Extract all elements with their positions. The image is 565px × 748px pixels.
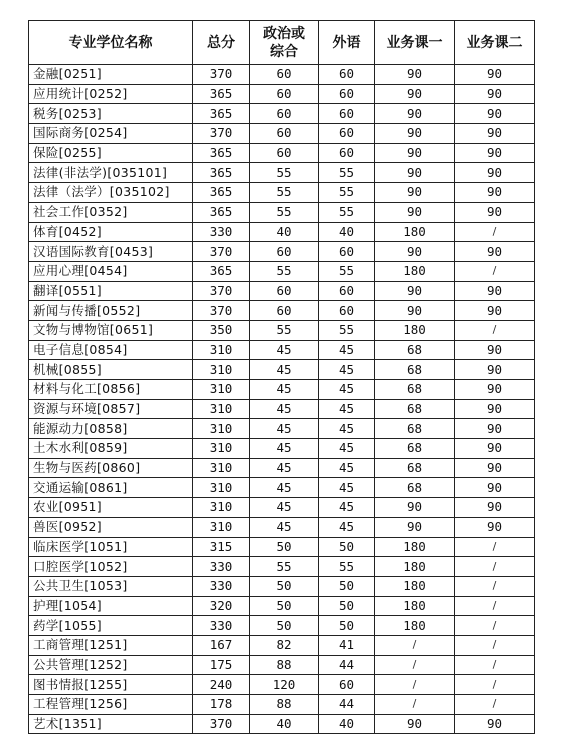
table-row [29, 163, 535, 183]
cell-course-two: 90 [455, 419, 535, 439]
cell-course-two: 90 [455, 380, 535, 400]
table-row [29, 714, 535, 734]
cell-foreign-language: 60 [319, 84, 375, 104]
cell-politics: 45 [250, 517, 319, 537]
cell-course-one: 68 [375, 419, 455, 439]
cell-foreign-language: 44 [319, 655, 375, 675]
cell-course-one: 68 [375, 380, 455, 400]
cell-total-score: 167 [193, 635, 250, 655]
cell-foreign-language: 60 [319, 124, 375, 144]
cell-course-two: 90 [455, 242, 535, 262]
score-table [28, 20, 535, 734]
cell-foreign-language: 45 [319, 399, 375, 419]
cell-politics: 50 [250, 576, 319, 596]
table-row [29, 399, 535, 419]
cell-major-name: 法律（法学）[035102] [29, 183, 193, 203]
cell-politics: 45 [250, 340, 319, 360]
cell-course-two: 90 [455, 517, 535, 537]
cell-major-name: 生物与医药[0860] [29, 458, 193, 478]
cell-major-name: 口腔医学[1052] [29, 557, 193, 577]
cell-total-score: 310 [193, 399, 250, 419]
cell-major-name: 护理[1054] [29, 596, 193, 616]
cell-total-score: 365 [193, 261, 250, 281]
cell-course-two: / [455, 596, 535, 616]
cell-foreign-language: 45 [319, 458, 375, 478]
cell-total-score: 370 [193, 714, 250, 734]
cell-course-two: / [455, 261, 535, 281]
cell-course-two: 90 [455, 202, 535, 222]
table-row [29, 340, 535, 360]
cell-foreign-language: 45 [319, 360, 375, 380]
table-row [29, 557, 535, 577]
cell-politics: 88 [250, 695, 319, 715]
cell-course-two: 90 [455, 439, 535, 459]
cell-foreign-language: 55 [319, 183, 375, 203]
cell-course-one: / [375, 675, 455, 695]
table-row [29, 537, 535, 557]
cell-total-score: 350 [193, 320, 250, 340]
cell-politics: 82 [250, 635, 319, 655]
table-row [29, 596, 535, 616]
cell-total-score: 310 [193, 458, 250, 478]
table-row [29, 261, 535, 281]
cell-foreign-language: 45 [319, 478, 375, 498]
cell-major-name: 公共管理[1252] [29, 655, 193, 675]
cell-politics: 60 [250, 124, 319, 144]
cell-course-two: 90 [455, 124, 535, 144]
cell-major-name: 图书情报[1255] [29, 675, 193, 695]
cell-course-one: 90 [375, 281, 455, 301]
cell-course-one: 90 [375, 714, 455, 734]
header-major-name: 专业学位名称 [29, 21, 193, 65]
cell-major-name: 机械[0855] [29, 360, 193, 380]
cell-total-score: 330 [193, 557, 250, 577]
cell-major-name: 法律(非法学)[035101] [29, 163, 193, 183]
cell-major-name: 资源与环境[0857] [29, 399, 193, 419]
table-row [29, 439, 535, 459]
table-row [29, 320, 535, 340]
cell-politics: 45 [250, 478, 319, 498]
cell-course-one: 68 [375, 478, 455, 498]
table-row [29, 281, 535, 301]
header-total-score: 总分 [193, 21, 250, 65]
cell-politics: 55 [250, 557, 319, 577]
cell-course-one: 90 [375, 301, 455, 321]
cell-course-two: 90 [455, 163, 535, 183]
header-politics-or-comprehensive [250, 21, 319, 65]
cell-politics: 55 [250, 320, 319, 340]
cell-course-one: 90 [375, 104, 455, 124]
cell-foreign-language: 50 [319, 616, 375, 636]
cell-politics: 55 [250, 183, 319, 203]
table-row [29, 143, 535, 163]
cell-course-one: 90 [375, 183, 455, 203]
cell-course-two: / [455, 576, 535, 596]
cell-major-name: 土木水利[0859] [29, 439, 193, 459]
table-row [29, 65, 535, 85]
cell-major-name: 体育[0452] [29, 222, 193, 242]
cell-foreign-language: 45 [319, 419, 375, 439]
cell-major-name: 汉语国际教育[0453] [29, 242, 193, 262]
cell-foreign-language: 55 [319, 320, 375, 340]
cell-course-one: 180 [375, 261, 455, 281]
cell-total-score: 315 [193, 537, 250, 557]
cell-course-two: / [455, 675, 535, 695]
table-row [29, 458, 535, 478]
cell-foreign-language: 55 [319, 557, 375, 577]
table-row [29, 576, 535, 596]
cell-politics: 60 [250, 143, 319, 163]
table-row [29, 104, 535, 124]
cell-course-one: 180 [375, 616, 455, 636]
cell-total-score: 310 [193, 360, 250, 380]
cell-total-score: 370 [193, 242, 250, 262]
cell-course-two: 90 [455, 65, 535, 85]
cell-major-name: 交通运输[0861] [29, 478, 193, 498]
cell-politics: 45 [250, 360, 319, 380]
cell-course-one: 180 [375, 596, 455, 616]
cell-course-two: / [455, 557, 535, 577]
cell-course-one: 90 [375, 242, 455, 262]
cell-politics: 60 [250, 65, 319, 85]
cell-major-name: 金融[0251] [29, 65, 193, 85]
cell-major-name: 临床医学[1051] [29, 537, 193, 557]
cell-course-one: 90 [375, 498, 455, 518]
cell-politics: 60 [250, 301, 319, 321]
cell-total-score: 310 [193, 517, 250, 537]
cell-course-two: 90 [455, 399, 535, 419]
cell-foreign-language: 45 [319, 439, 375, 459]
cell-total-score: 365 [193, 163, 250, 183]
cell-foreign-language: 60 [319, 675, 375, 695]
cell-foreign-language: 50 [319, 576, 375, 596]
cell-politics: 45 [250, 458, 319, 478]
cell-major-name: 保险[0255] [29, 143, 193, 163]
cell-course-two: 90 [455, 183, 535, 203]
cell-total-score: 330 [193, 616, 250, 636]
cell-politics: 45 [250, 399, 319, 419]
cell-course-two: / [455, 537, 535, 557]
cell-course-one: 90 [375, 517, 455, 537]
header-foreign-language: 外语 [319, 21, 375, 65]
cell-politics: 45 [250, 498, 319, 518]
cell-foreign-language: 45 [319, 517, 375, 537]
cell-course-two: 90 [455, 714, 535, 734]
cell-course-one: 68 [375, 439, 455, 459]
cell-foreign-language: 60 [319, 301, 375, 321]
cell-course-one: 180 [375, 537, 455, 557]
cell-course-two: 90 [455, 360, 535, 380]
cell-major-name: 公共卫生[1053] [29, 576, 193, 596]
cell-major-name: 税务[0253] [29, 104, 193, 124]
cell-major-name: 艺术[1351] [29, 714, 193, 734]
table-row [29, 675, 535, 695]
cell-course-one: 180 [375, 576, 455, 596]
cell-total-score: 320 [193, 596, 250, 616]
cell-course-one: 90 [375, 84, 455, 104]
table-row [29, 222, 535, 242]
cell-total-score: 365 [193, 143, 250, 163]
cell-major-name: 新闻与传播[0552] [29, 301, 193, 321]
cell-foreign-language: 55 [319, 261, 375, 281]
table-row [29, 478, 535, 498]
cell-foreign-language: 45 [319, 340, 375, 360]
cell-major-name: 国际商务[0254] [29, 124, 193, 144]
cell-course-one: 90 [375, 202, 455, 222]
cell-politics: 50 [250, 537, 319, 557]
cell-foreign-language: 40 [319, 714, 375, 734]
cell-foreign-language: 60 [319, 65, 375, 85]
cell-total-score: 310 [193, 380, 250, 400]
cell-major-name: 翻译[0551] [29, 281, 193, 301]
cell-major-name: 农业[0951] [29, 498, 193, 518]
table-row [29, 360, 535, 380]
table-row [29, 124, 535, 144]
cell-total-score: 365 [193, 202, 250, 222]
cell-total-score: 310 [193, 419, 250, 439]
cell-politics: 40 [250, 222, 319, 242]
cell-foreign-language: 40 [319, 222, 375, 242]
header-row [29, 21, 535, 65]
table-row [29, 242, 535, 262]
cell-course-two: 90 [455, 498, 535, 518]
table-row [29, 183, 535, 203]
cell-course-one: 68 [375, 340, 455, 360]
cell-course-two: 90 [455, 478, 535, 498]
table-row [29, 301, 535, 321]
cell-course-one: 90 [375, 124, 455, 144]
cell-total-score: 240 [193, 675, 250, 695]
table-row [29, 84, 535, 104]
cell-major-name: 电子信息[0854] [29, 340, 193, 360]
cell-course-one: 90 [375, 143, 455, 163]
cell-major-name: 应用心理[0454] [29, 261, 193, 281]
cell-politics: 55 [250, 202, 319, 222]
header-politics-line-2: 综合 [270, 43, 298, 60]
cell-foreign-language: 60 [319, 281, 375, 301]
table-row [29, 616, 535, 636]
cell-total-score: 370 [193, 65, 250, 85]
cell-course-two: / [455, 616, 535, 636]
cell-course-two: / [455, 222, 535, 242]
table-row [29, 498, 535, 518]
header-course-one: 业务课一 [375, 21, 455, 65]
cell-foreign-language: 41 [319, 635, 375, 655]
cell-foreign-language: 60 [319, 143, 375, 163]
cell-course-one: 180 [375, 557, 455, 577]
cell-total-score: 370 [193, 301, 250, 321]
cell-politics: 50 [250, 596, 319, 616]
table-row [29, 695, 535, 715]
cell-major-name: 应用统计[0252] [29, 84, 193, 104]
cell-major-name: 能源动力[0858] [29, 419, 193, 439]
cell-total-score: 330 [193, 576, 250, 596]
cell-course-one: / [375, 655, 455, 675]
cell-total-score: 310 [193, 478, 250, 498]
cell-total-score: 175 [193, 655, 250, 675]
cell-course-two: / [455, 655, 535, 675]
table-row [29, 635, 535, 655]
table-row [29, 380, 535, 400]
cell-course-one: 180 [375, 320, 455, 340]
cell-course-two: 90 [455, 84, 535, 104]
table-row [29, 655, 535, 675]
cell-politics: 60 [250, 242, 319, 262]
cell-foreign-language: 44 [319, 695, 375, 715]
cell-course-two: 90 [455, 281, 535, 301]
header-politics-line-1: 政治或 [263, 25, 305, 42]
cell-total-score: 370 [193, 281, 250, 301]
cell-course-two: 90 [455, 143, 535, 163]
cell-total-score: 178 [193, 695, 250, 715]
cell-major-name: 社会工作[0352] [29, 202, 193, 222]
cell-foreign-language: 55 [319, 163, 375, 183]
cell-course-one: 68 [375, 360, 455, 380]
cell-course-two: / [455, 320, 535, 340]
header-course-two: 业务课二 [455, 21, 535, 65]
cell-course-two: / [455, 695, 535, 715]
cell-course-two: 90 [455, 458, 535, 478]
cell-foreign-language: 60 [319, 104, 375, 124]
cell-total-score: 310 [193, 340, 250, 360]
cell-course-one: / [375, 635, 455, 655]
cell-total-score: 365 [193, 183, 250, 203]
cell-politics: 120 [250, 675, 319, 695]
cell-politics: 60 [250, 281, 319, 301]
cell-course-one: 68 [375, 458, 455, 478]
cell-foreign-language: 60 [319, 242, 375, 262]
cell-major-name: 药学[1055] [29, 616, 193, 636]
cell-politics: 55 [250, 261, 319, 281]
cell-politics: 40 [250, 714, 319, 734]
cell-course-one: 90 [375, 65, 455, 85]
cell-politics: 88 [250, 655, 319, 675]
cell-course-two: 90 [455, 104, 535, 124]
cell-politics: 45 [250, 419, 319, 439]
cell-politics: 45 [250, 439, 319, 459]
cell-course-two: 90 [455, 340, 535, 360]
cell-politics: 50 [250, 616, 319, 636]
cell-major-name: 材料与化工[0856] [29, 380, 193, 400]
cell-total-score: 370 [193, 124, 250, 144]
cell-total-score: 310 [193, 439, 250, 459]
cell-course-one: / [375, 695, 455, 715]
cell-major-name: 工商管理[1251] [29, 635, 193, 655]
cell-course-one: 68 [375, 399, 455, 419]
cell-total-score: 330 [193, 222, 250, 242]
table-row [29, 517, 535, 537]
cell-foreign-language: 45 [319, 380, 375, 400]
cell-politics: 60 [250, 104, 319, 124]
cell-politics: 60 [250, 84, 319, 104]
cell-total-score: 365 [193, 84, 250, 104]
cell-total-score: 310 [193, 498, 250, 518]
cell-foreign-language: 45 [319, 498, 375, 518]
cell-course-one: 180 [375, 222, 455, 242]
cell-major-name: 兽医[0952] [29, 517, 193, 537]
cell-politics: 45 [250, 380, 319, 400]
table-body [29, 65, 535, 734]
cell-course-two: 90 [455, 301, 535, 321]
cell-politics: 55 [250, 163, 319, 183]
cell-foreign-language: 50 [319, 537, 375, 557]
table-row [29, 419, 535, 439]
cell-foreign-language: 50 [319, 596, 375, 616]
cell-total-score: 365 [193, 104, 250, 124]
table-row [29, 202, 535, 222]
cell-major-name: 文物与博物馆[0651] [29, 320, 193, 340]
cell-foreign-language: 55 [319, 202, 375, 222]
cell-major-name: 工程管理[1256] [29, 695, 193, 715]
cell-course-one: 90 [375, 163, 455, 183]
cell-course-two: / [455, 635, 535, 655]
